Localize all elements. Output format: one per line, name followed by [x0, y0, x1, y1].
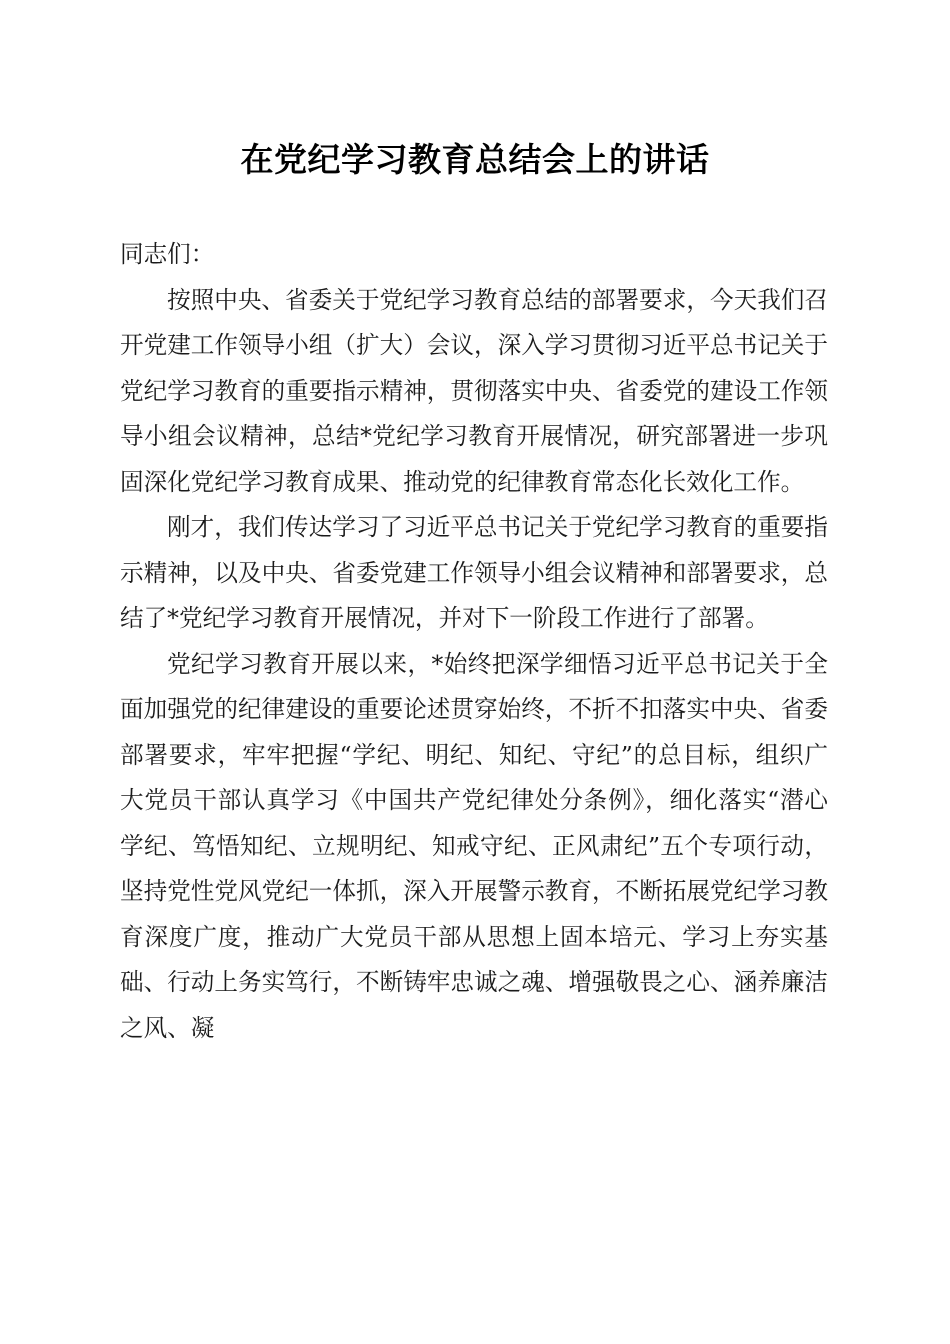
salutation: 同志们： [120, 240, 215, 268]
paragraph-3: 党纪学习教育开展以来，*始终把深学细悟习近平总书记关于全面加强党的纪律建设的重要论述贯穿始终，不折不扣落实中央、省委部署要求，牢牢把握“学纪、明纪、知纪、守纪”的总目标，组织广大党员干部认真学习《中国共产党纪律处分条例》，细化落实“潜心学纪、笃悟知纪、立规明纪、知戒守纪、正风肃纪”五个专项行动，坚持党性党风党纪一体抓，深入开展警示教育，不断拓展党纪学习教育深度广度，推动广大党员干部从思想上固本培元、学习上夯实基础、行动上务实笃行，不断铸牢忠诚之魂、增强敬畏之心、涵养廉洁之风、凝 [120, 649, 828, 1042]
document-title: 在党纪学习教育总结会上的讲话 [240, 140, 710, 179]
paragraph-2: 刚才，我们传达学习了习近平总书记关于党纪学习教育的重要指示精神，以及中央、省委党建工作领导小组会议精神和部署要求，总结了*党纪学习教育开展情况，并对下一阶段工作进行了部署。 [120, 513, 828, 632]
document-body [120, 232, 828, 1051]
paragraph-1: 按照中央、省委关于党纪学习教育总结的部署要求，今天我们召开党建工作领导小组（扩大）会议，深入学习贯彻习近平总书记关于党纪学习教育的重要指示精神，贯彻落实中央、省委党的建设工作领导小组会议精神，总结*党纪学习教育开展情况，研究部署进一步巩固深化党纪学习教育成果、推动党的纪律教育常态化长效化工作。 [120, 285, 828, 496]
